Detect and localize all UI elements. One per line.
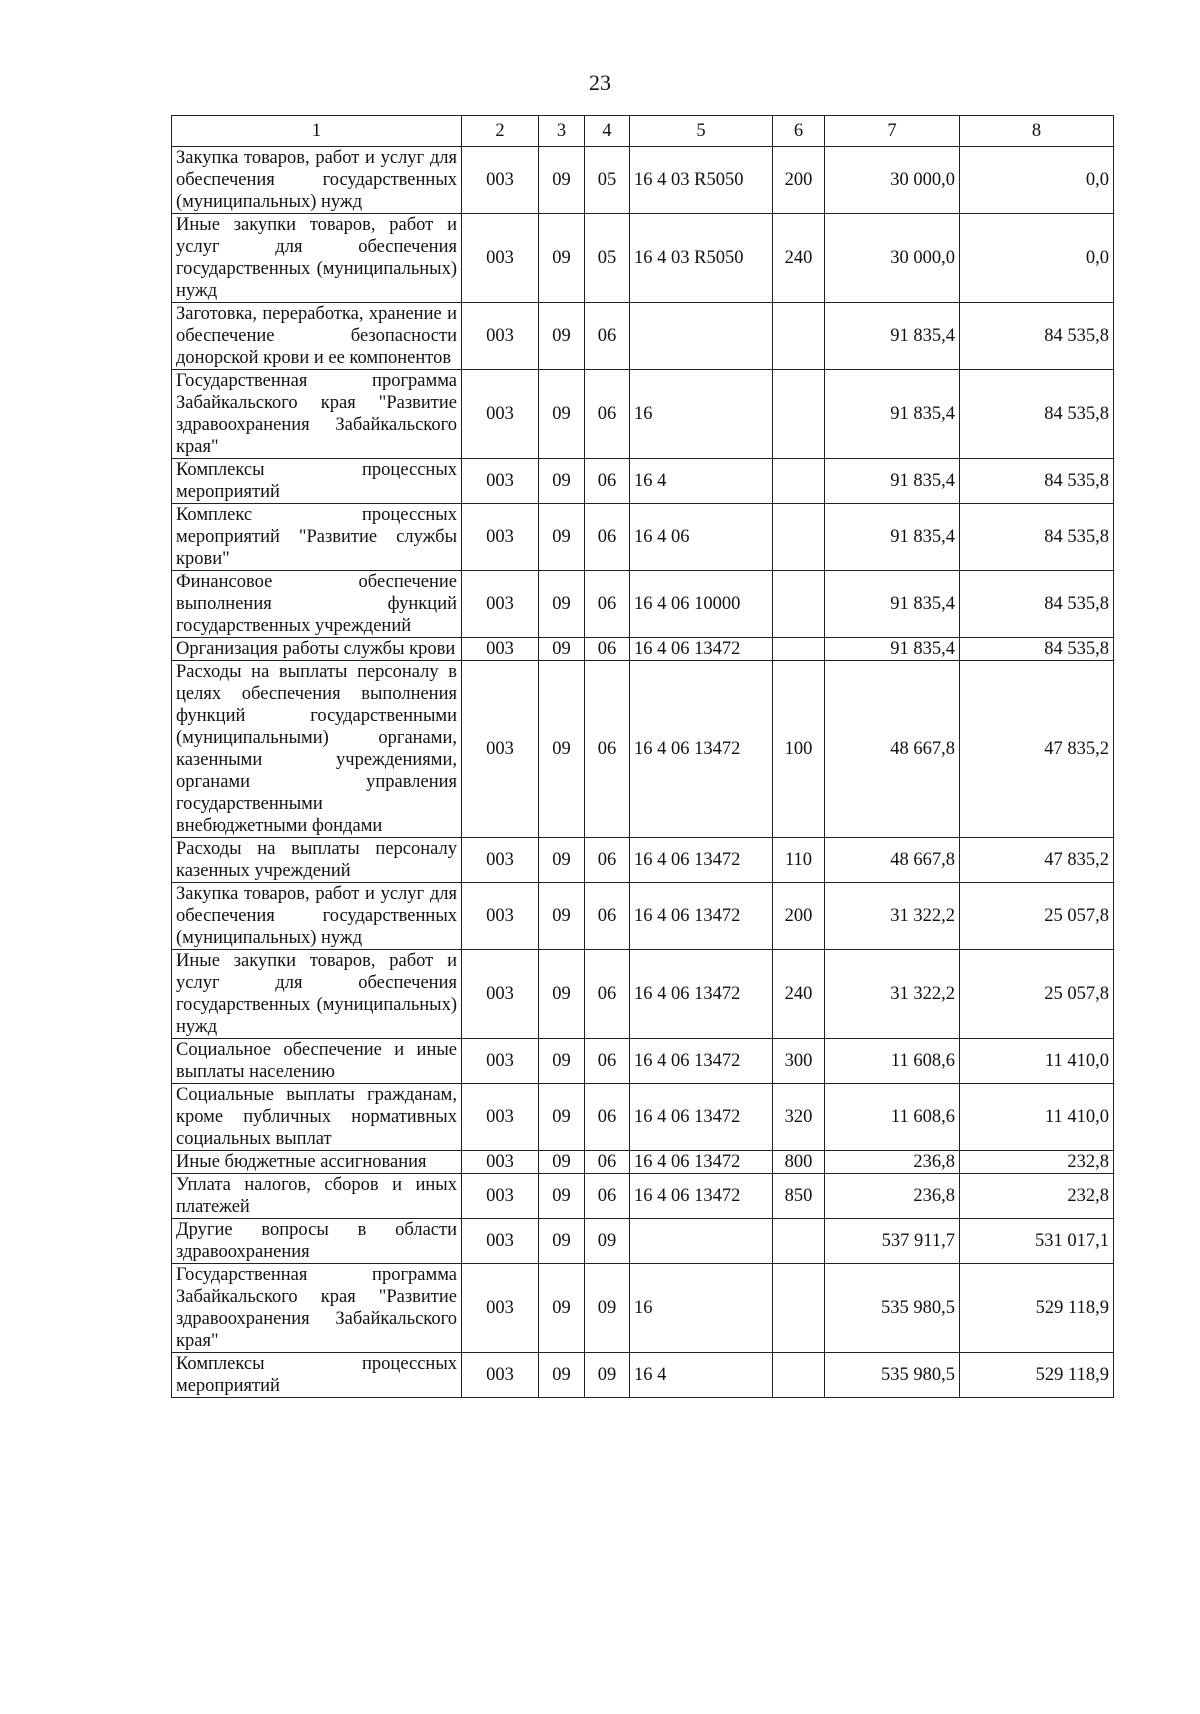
row-col7: 48 667,8 [825,838,960,883]
row-col6: 320 [773,1084,825,1151]
row-col3: 09 [539,661,585,838]
row-col5 [630,303,773,370]
row-col4: 05 [585,147,630,214]
row-col6: 240 [773,950,825,1039]
row-col8: 47 835,2 [960,838,1114,883]
row-col2: 003 [462,504,539,571]
row-col7: 31 322,2 [825,950,960,1039]
row-col7: 236,8 [825,1174,960,1219]
row-col8: 0,0 [960,214,1114,303]
table-row [172,571,1114,638]
row-col3: 09 [539,459,585,504]
row-col2: 003 [462,1151,539,1174]
table-row [172,459,1114,504]
row-col5: 16 4 06 [630,504,773,571]
header-cell: 2 [462,116,539,147]
row-col4: 06 [585,838,630,883]
row-col7: 30 000,0 [825,214,960,303]
row-col8: 25 057,8 [960,950,1114,1039]
row-col5: 16 4 [630,459,773,504]
page-number: 23 [589,70,611,95]
row-col8: 11 410,0 [960,1039,1114,1084]
table-row [172,1353,1114,1398]
row-col6: 800 [773,1151,825,1174]
row-col3: 09 [539,883,585,950]
row-col6 [773,459,825,504]
row-col7: 91 835,4 [825,370,960,459]
row-col7: 91 835,4 [825,638,960,661]
row-col8: 531 017,1 [960,1219,1114,1264]
row-name: Уплата налогов, сборов и иных платежей [172,1174,462,1219]
row-col8: 529 118,9 [960,1264,1114,1353]
row-col2: 003 [462,214,539,303]
row-col3: 09 [539,147,585,214]
row-col4: 09 [585,1353,630,1398]
row-col4: 06 [585,1151,630,1174]
row-col5 [630,1219,773,1264]
table-row [172,1264,1114,1353]
row-name: Расходы на выплаты персоналу казенных учреждений [172,838,462,883]
row-col7: 91 835,4 [825,504,960,571]
row-col2: 003 [462,638,539,661]
row-col7: 535 980,5 [825,1353,960,1398]
row-col3: 09 [539,303,585,370]
row-col6 [773,370,825,459]
table-row [172,303,1114,370]
row-col6 [773,1219,825,1264]
row-name: Иные закупки товаров, работ и услуг для обеспечения государственных (муниципальных) нужд [172,214,462,303]
row-col2: 003 [462,147,539,214]
row-col2: 003 [462,838,539,883]
row-col4: 06 [585,950,630,1039]
table-row [172,370,1114,459]
row-name: Закупка товаров, работ и услуг для обеспечения государственных (муниципальных) нужд [172,883,462,950]
header-cell: 3 [539,116,585,147]
row-col6 [773,504,825,571]
row-col5: 16 4 03 R5050 [630,214,773,303]
row-col4: 05 [585,214,630,303]
row-col3: 09 [539,504,585,571]
row-col3: 09 [539,1264,585,1353]
row-col8: 25 057,8 [960,883,1114,950]
row-col2: 003 [462,661,539,838]
row-col3: 09 [539,838,585,883]
row-col7: 31 322,2 [825,883,960,950]
table-row [172,883,1114,950]
row-col6: 110 [773,838,825,883]
row-col4: 06 [585,571,630,638]
row-col6: 240 [773,214,825,303]
row-col5: 16 4 06 13472 [630,1084,773,1151]
row-col6 [773,1353,825,1398]
row-col6: 200 [773,147,825,214]
row-col5: 16 4 06 13472 [630,883,773,950]
row-col4: 09 [585,1264,630,1353]
row-col5: 16 4 06 13472 [630,661,773,838]
row-col5: 16 4 06 13472 [630,1151,773,1174]
row-col2: 003 [462,1219,539,1264]
row-col6 [773,571,825,638]
row-col7: 91 835,4 [825,303,960,370]
row-col4: 06 [585,1039,630,1084]
row-col8: 84 535,8 [960,638,1114,661]
row-col8: 84 535,8 [960,459,1114,504]
table-row [172,1219,1114,1264]
row-col2: 003 [462,1039,539,1084]
budget-table [171,115,1114,1398]
row-col4: 06 [585,504,630,571]
row-col7: 48 667,8 [825,661,960,838]
row-name: Комплекс процессных мероприятий "Развитие службы крови" [172,504,462,571]
row-col4: 06 [585,883,630,950]
row-col6 [773,638,825,661]
row-name: Социальные выплаты гражданам, кроме публичных нормативных социальных выплат [172,1084,462,1151]
table-row [172,1151,1114,1174]
table-row [172,1039,1114,1084]
row-col5: 16 4 06 10000 [630,571,773,638]
row-col3: 09 [539,571,585,638]
header-cell: 5 [630,116,773,147]
row-name: Государственная программа Забайкальского края "Развитие здравоохранения Забайкальского края" [172,370,462,459]
row-col8: 232,8 [960,1151,1114,1174]
row-col2: 003 [462,370,539,459]
row-col8: 232,8 [960,1174,1114,1219]
table-row [172,661,1114,838]
row-col2: 003 [462,883,539,950]
row-col6: 200 [773,883,825,950]
row-name: Социальное обеспечение и иные выплаты населению [172,1039,462,1084]
table-row [172,950,1114,1039]
table-header-row [172,116,1114,147]
row-name: Финансовое обеспечение выполнения функций государственных учреждений [172,571,462,638]
row-col4: 06 [585,370,630,459]
table-row [172,1084,1114,1151]
row-col7: 91 835,4 [825,459,960,504]
row-col3: 09 [539,214,585,303]
row-name: Иные бюджетные ассигнования [172,1151,462,1174]
row-col5: 16 4 [630,1353,773,1398]
row-col3: 09 [539,1219,585,1264]
row-col4: 06 [585,1174,630,1219]
row-col3: 09 [539,1084,585,1151]
row-col5: 16 4 06 13472 [630,838,773,883]
header-cell: 4 [585,116,630,147]
header-cell: 1 [172,116,462,147]
row-col4: 06 [585,303,630,370]
row-col8: 84 535,8 [960,370,1114,459]
row-col8: 84 535,8 [960,504,1114,571]
row-col3: 09 [539,1039,585,1084]
table-row [172,504,1114,571]
row-col8: 47 835,2 [960,661,1114,838]
table-row [172,1174,1114,1219]
row-col4: 06 [585,1084,630,1151]
row-col3: 09 [539,1174,585,1219]
row-col7: 537 911,7 [825,1219,960,1264]
row-name: Заготовка, переработка, хранение и обеспечение безопасности донорской крови и ее компонентов [172,303,462,370]
row-col8: 84 535,8 [960,571,1114,638]
row-col7: 91 835,4 [825,571,960,638]
row-col3: 09 [539,1151,585,1174]
row-col8: 529 118,9 [960,1353,1114,1398]
row-col7: 11 608,6 [825,1084,960,1151]
row-col2: 003 [462,1353,539,1398]
header-cell: 7 [825,116,960,147]
row-col4: 06 [585,638,630,661]
row-col4: 06 [585,459,630,504]
row-col2: 003 [462,1264,539,1353]
row-name: Закупка товаров, работ и услуг для обеспечения государственных (муниципальных) нужд [172,147,462,214]
row-col3: 09 [539,638,585,661]
row-col6: 850 [773,1174,825,1219]
row-col3: 09 [539,1353,585,1398]
row-col3: 09 [539,370,585,459]
row-col7: 535 980,5 [825,1264,960,1353]
table-row [172,147,1114,214]
row-col6: 100 [773,661,825,838]
row-col5: 16 [630,1264,773,1353]
row-col7: 11 608,6 [825,1039,960,1084]
row-col2: 003 [462,1084,539,1151]
row-col2: 003 [462,459,539,504]
table-row [172,638,1114,661]
row-col6 [773,1264,825,1353]
row-col3: 09 [539,950,585,1039]
row-name: Другие вопросы в области здравоохранения [172,1219,462,1264]
row-col8: 11 410,0 [960,1084,1114,1151]
row-col7: 236,8 [825,1151,960,1174]
row-col5: 16 4 06 13472 [630,1039,773,1084]
row-col5: 16 4 06 13472 [630,638,773,661]
row-name: Государственная программа Забайкальского края "Развитие здравоохранения Забайкальского края" [172,1264,462,1353]
row-col2: 003 [462,303,539,370]
row-col2: 003 [462,950,539,1039]
row-col4: 09 [585,1219,630,1264]
row-col8: 84 535,8 [960,303,1114,370]
row-name: Иные закупки товаров, работ и услуг для обеспечения государственных (муниципальных) нужд [172,950,462,1039]
table-row [172,838,1114,883]
row-col8: 0,0 [960,147,1114,214]
row-col5: 16 4 06 13472 [630,1174,773,1219]
row-col5: 16 4 03 R5050 [630,147,773,214]
row-name: Комплексы процессных мероприятий [172,1353,462,1398]
table-row [172,214,1114,303]
row-col4: 06 [585,661,630,838]
row-col5: 16 4 06 13472 [630,950,773,1039]
row-col5: 16 [630,370,773,459]
header-cell: 8 [960,116,1114,147]
row-col2: 003 [462,1174,539,1219]
row-name: Комплексы процессных мероприятий [172,459,462,504]
row-col2: 003 [462,571,539,638]
row-name: Организация работы службы крови [172,638,462,661]
row-col6: 300 [773,1039,825,1084]
row-col6 [773,303,825,370]
row-col7: 30 000,0 [825,147,960,214]
header-cell: 6 [773,116,825,147]
row-name: Расходы на выплаты персоналу в целях обеспечения выполнения функций государственными (муниципальными) органами, казенными учреждениями, органами управления государственными внебюджетными фондами [172,661,462,838]
